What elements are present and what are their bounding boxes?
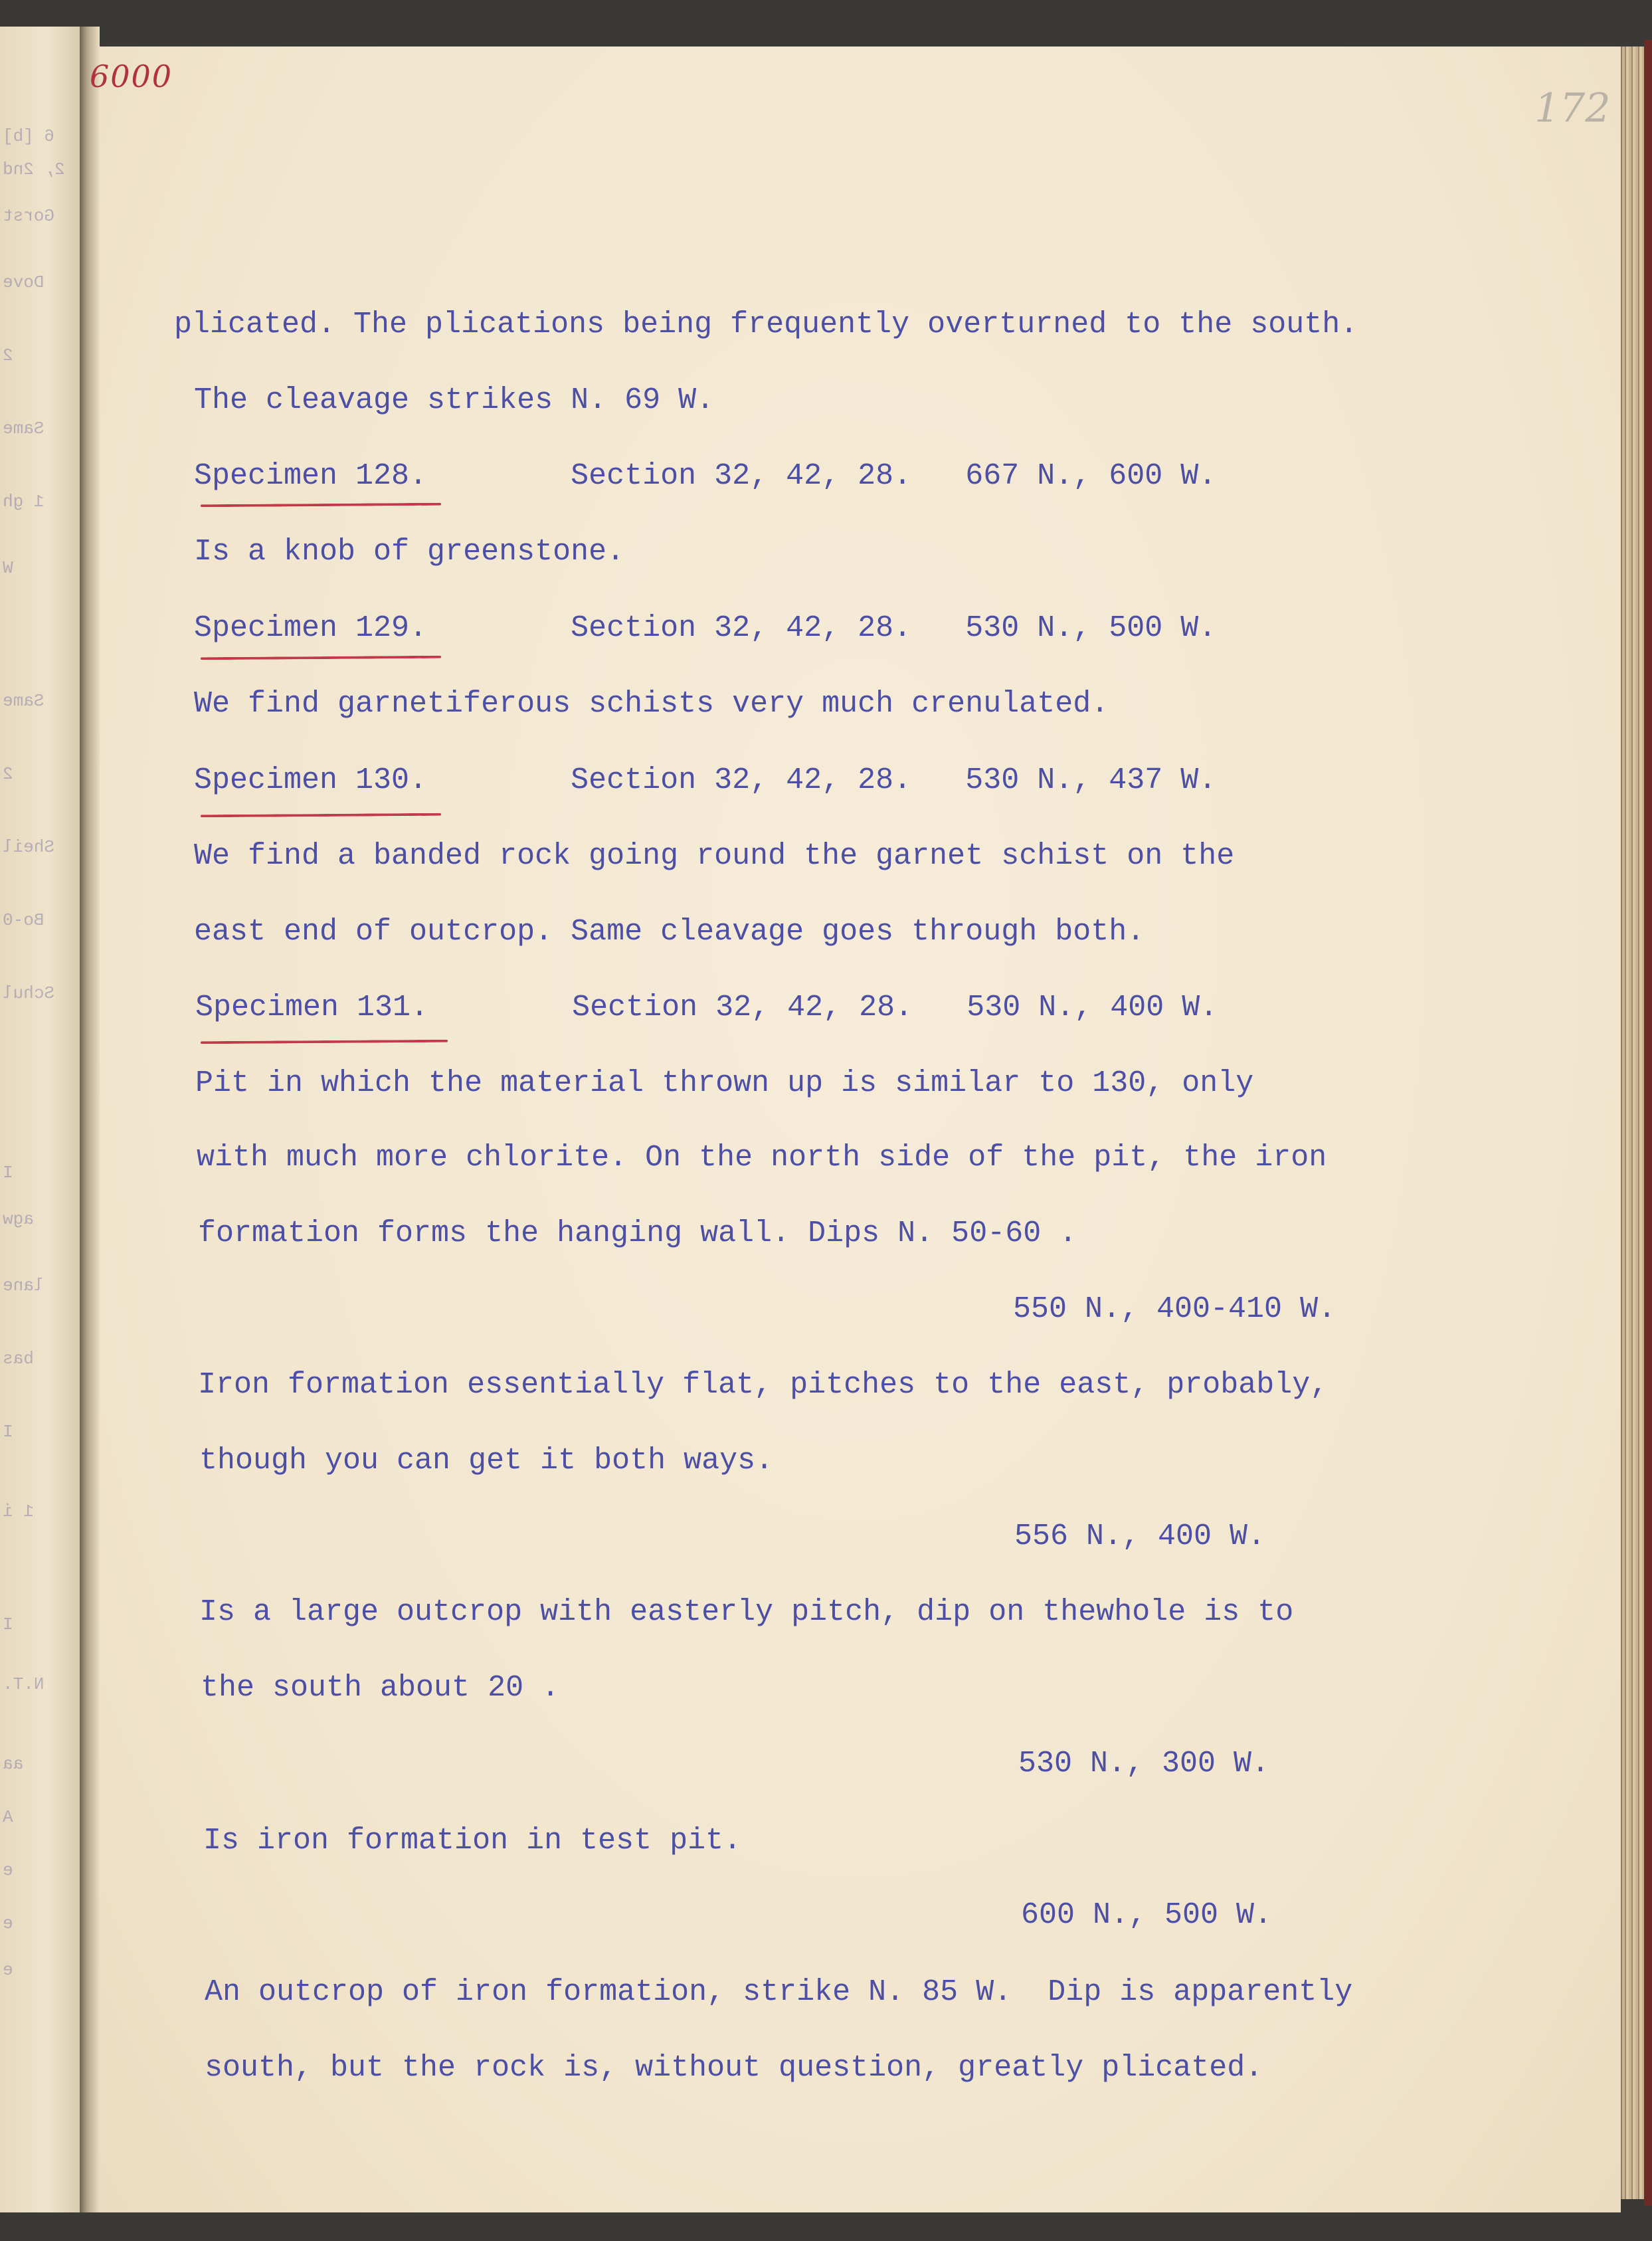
coordinate-line: 556 N., 400 W. bbox=[1014, 1519, 1266, 1553]
text-line: Pit in which the material thrown up is similar to 130, only bbox=[195, 1066, 1254, 1100]
text-line: Is a knob of greenstone. bbox=[194, 535, 625, 569]
ghost-text: e bbox=[3, 1960, 13, 1980]
specimen-line: Specimen 131. Section 32, 42, 28. 530 N., 400 W. bbox=[195, 991, 1218, 1024]
text-line: plicated. The plications being frequently overturned to the south. bbox=[174, 308, 1358, 341]
ghost-text: W bbox=[3, 558, 13, 578]
document-page bbox=[100, 47, 1621, 2212]
specimen-line: Specimen 128. Section 32, 42, 28. 667 N., 600 W. bbox=[194, 459, 1217, 493]
ghost-text: e bbox=[3, 1860, 13, 1880]
ghost-text: agw bbox=[3, 1209, 34, 1229]
coordinate-line: 530 N., 300 W. bbox=[1018, 1747, 1270, 1781]
book-gutter bbox=[80, 27, 100, 2212]
text-line: the south about 20 . bbox=[201, 1671, 560, 1705]
text-line: Iron formation essentially flat, pitches to the east, probably, bbox=[198, 1368, 1329, 1402]
ghost-text: Same bbox=[3, 691, 45, 711]
coordinate-line: 600 N., 500 W. bbox=[1021, 1898, 1273, 1932]
ghost-text: N.T. bbox=[3, 1674, 45, 1694]
corner-mark: 6000 bbox=[90, 58, 173, 94]
text-line: An outcrop of iron formation, strike N. 85 W. Dip is apparently bbox=[205, 1975, 1353, 2009]
text-line: east end of outcrop. Same cleavage goes through both. bbox=[194, 915, 1145, 949]
text-line: Is iron formation in test pit. bbox=[203, 1824, 742, 1858]
ghost-text: lane bbox=[3, 1276, 45, 1296]
ghost-text: I bbox=[3, 1163, 13, 1183]
ghost-text: aa bbox=[3, 1754, 24, 1774]
ghost-text: 1 gh bbox=[3, 492, 45, 512]
text-line: though you can get it both ways. bbox=[199, 1444, 774, 1478]
text-line: We find a banded rock going round the garnet schist on the bbox=[194, 839, 1235, 873]
ghost-text: bas bbox=[3, 1349, 34, 1369]
coordinate-line: 550 N., 400-410 W. bbox=[1013, 1292, 1336, 1326]
text-line: with much more chlorite. On the north side of the pit, the iron bbox=[197, 1141, 1327, 1175]
ghost-text: 1 i bbox=[3, 1502, 34, 1521]
ghost-text: 6 [b] bbox=[3, 126, 55, 146]
ghost-text: Gorst bbox=[3, 206, 55, 226]
page-number: 172 bbox=[1534, 85, 1611, 132]
text-line: Is a large outcrop with easterly pitch, dip on thewhole is to bbox=[199, 1595, 1294, 1629]
ghost-text: Bo-0 bbox=[3, 910, 45, 930]
text-line: formation forms the hanging wall. Dips N. 50-60 . bbox=[198, 1217, 1077, 1250]
ghost-text: e bbox=[3, 1913, 13, 1933]
ghost-text: Sheil bbox=[3, 837, 55, 857]
ghost-text: I bbox=[3, 1614, 13, 1634]
ghost-text: 2 bbox=[3, 764, 13, 784]
book-cover-edge bbox=[1644, 40, 1652, 2206]
ghost-text: 2, 2nd bbox=[3, 159, 65, 179]
text-line: The cleavage strikes N. 69 W. bbox=[194, 383, 715, 417]
text-line: We find garnetiferous schists very much crenulated. bbox=[194, 687, 1109, 721]
specimen-line: Specimen 130. Section 32, 42, 28. 530 N., 437 W. bbox=[194, 763, 1217, 797]
specimen-line: Specimen 129. Section 32, 42, 28. 530 N., 500 W. bbox=[194, 611, 1217, 645]
ghost-text: Schul bbox=[3, 983, 55, 1003]
ghost-text: A bbox=[3, 1807, 13, 1827]
ghost-text: I bbox=[3, 1422, 13, 1442]
left-facing-page bbox=[0, 27, 82, 2212]
ghost-text: Same bbox=[3, 419, 45, 438]
ghost-text: 2 bbox=[3, 345, 13, 365]
ghost-text: Dove bbox=[3, 272, 45, 292]
text-line: south, but the rock is, without question, greatly plicated. bbox=[205, 2051, 1263, 2085]
